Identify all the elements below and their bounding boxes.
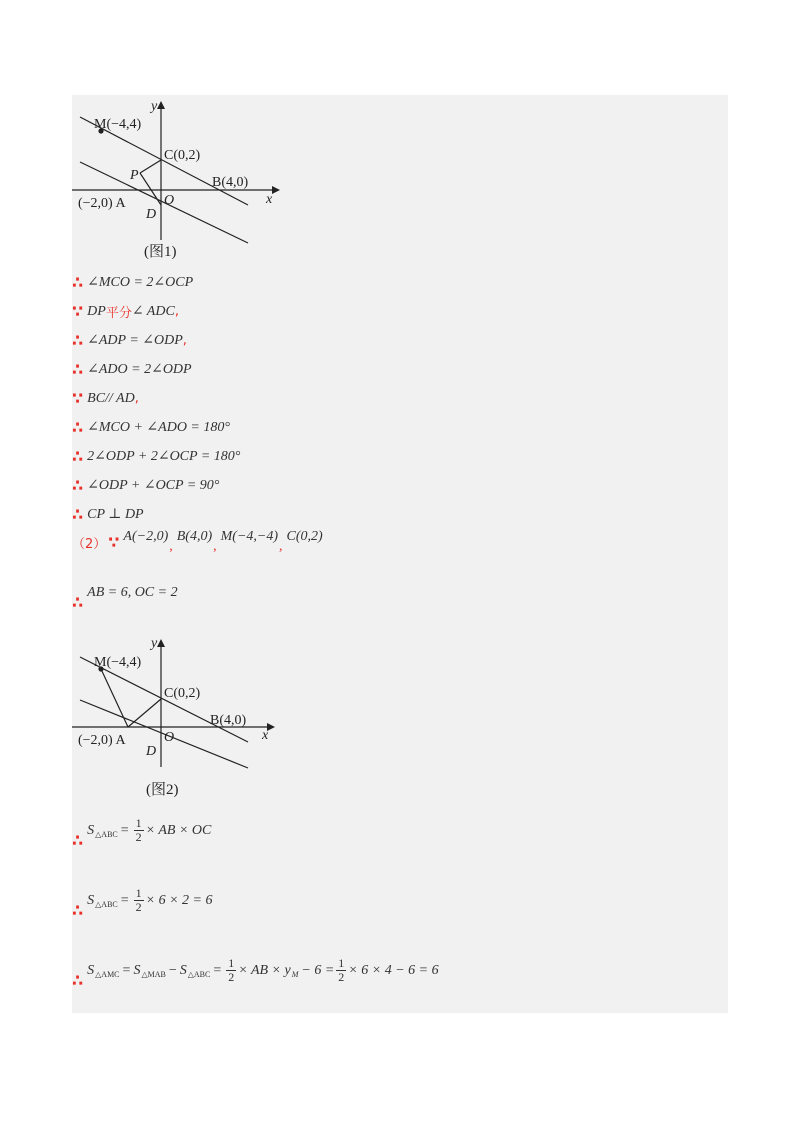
label-x: x	[262, 728, 269, 743]
line-3-text: ∠ADP = ∠ODP	[87, 333, 183, 348]
label-o: O	[164, 730, 175, 745]
line-13-rest: × 6 × 2 = 6	[145, 892, 213, 908]
figure-1-caption: (图1)	[144, 244, 177, 260]
equals: =	[120, 892, 129, 908]
line-11	[72, 583, 178, 612]
line-6	[72, 418, 230, 437]
therefore-symbol: ∴	[72, 593, 84, 612]
figure-1	[72, 95, 292, 245]
y-axis-arrow	[157, 101, 165, 109]
therefore-symbol: ∴	[72, 273, 84, 292]
because-symbol: ∵	[108, 533, 120, 552]
label-y: y	[151, 99, 158, 114]
therefore-symbol: ∴	[72, 505, 84, 524]
fraction-num: 1	[228, 956, 235, 970]
label-b: B(4,0)	[212, 175, 249, 190]
y-subscript: M	[291, 970, 299, 979]
segment-ma	[101, 669, 128, 727]
therefore-symbol: ∴	[72, 418, 84, 437]
fraction-den: 2	[135, 900, 142, 914]
line-13	[72, 886, 213, 920]
segment-cp	[140, 160, 161, 173]
figure-2-caption: (图2)	[146, 782, 179, 798]
fraction-half	[134, 887, 144, 914]
s-subscript-3: △ABC	[187, 970, 211, 979]
line-8-text: ∠ODP + ∠OCP = 90°	[87, 478, 220, 493]
fraction-num: 1	[338, 956, 345, 970]
point-b-text: B(4,0)	[176, 528, 213, 544]
line-5-text: BC// AD	[87, 390, 135, 406]
fraction-num: 1	[135, 886, 142, 900]
s-label-1: S	[87, 962, 95, 978]
line-14-end: × 6 × 4 − 6 = 6	[348, 962, 439, 978]
fraction-den: 2	[135, 830, 142, 844]
line-3	[72, 331, 187, 350]
s-subscript: △ABC	[95, 830, 118, 839]
line-1-text: ∠MCO = 2∠OCP	[87, 275, 194, 290]
s-label: S	[87, 892, 95, 908]
label-a: (−2,0) A	[78, 733, 126, 748]
because-symbol: ∵	[72, 389, 84, 408]
therefore-symbol: ∴	[72, 901, 84, 920]
therefore-symbol: ∴	[72, 476, 84, 495]
line-14-mid2: − 6 =	[301, 962, 335, 978]
label-p: P	[130, 168, 139, 183]
label-d: D	[146, 207, 157, 222]
s-subscript-2: △MAB	[141, 970, 166, 979]
line-9	[72, 505, 144, 524]
therefore-symbol: ∴	[72, 971, 84, 990]
part-2-label: （2）	[72, 537, 107, 552]
label-d: D	[146, 744, 157, 759]
y-axis-arrow	[157, 639, 165, 647]
line-2	[72, 302, 179, 321]
line-3-comma: ,	[182, 333, 187, 348]
point-c-text: C(0,2)	[286, 528, 323, 544]
segment-ac	[128, 699, 161, 727]
line-6-text: ∠MCO + ∠ADO = 180°	[87, 420, 230, 435]
equals-2: =	[213, 962, 222, 978]
line-4-text: ∠ADO = 2∠ODP	[87, 362, 192, 377]
fraction-den: 2	[228, 970, 235, 984]
therefore-symbol: ∴	[72, 447, 84, 466]
because-symbol: ∵	[72, 302, 84, 321]
minus: −	[168, 962, 177, 978]
figure-2-diagram	[72, 635, 292, 770]
fraction-half	[134, 817, 144, 844]
line-9-text: CP ⊥ DP	[87, 507, 144, 522]
line-5-comma: ,	[134, 391, 139, 406]
s-label-2: S	[133, 962, 141, 978]
line-14	[72, 956, 439, 990]
line-7	[72, 447, 240, 466]
figure-1-diagram	[72, 95, 292, 245]
content-panel	[72, 95, 728, 1013]
line-2-bisect-word: 平分	[105, 306, 132, 321]
point-m-text: M(−4,−4)	[220, 528, 279, 544]
therefore-symbol: ∴	[72, 360, 84, 379]
therefore-symbol: ∴	[72, 831, 84, 850]
line-11-text: AB = 6, OC = 2	[87, 584, 178, 600]
line-part2	[72, 528, 323, 554]
x-axis-arrow	[272, 186, 280, 194]
line-1	[72, 273, 193, 292]
s-label: S	[87, 822, 95, 838]
line-2-text-b: ∠ ADC	[131, 304, 175, 319]
line-8	[72, 476, 219, 495]
fraction-num: 1	[135, 816, 142, 830]
line-7-text: 2∠ODP + 2∠OCP = 180°	[87, 449, 241, 464]
equals: =	[120, 822, 129, 838]
sep-1: ,	[169, 538, 173, 554]
s-subscript-1: △AMC	[95, 970, 120, 979]
equals-1: =	[122, 962, 131, 978]
line-14-mid: × AB × y	[238, 962, 291, 978]
fraction-den: 2	[338, 970, 345, 984]
sep-2: ,	[213, 538, 217, 554]
fraction-half-1	[226, 957, 236, 984]
segment-pd	[140, 173, 161, 205]
label-o: O	[164, 193, 175, 208]
label-c: C(0,2)	[164, 686, 201, 701]
line-12-rest: × AB × OC	[145, 822, 212, 838]
label-c: C(0,2)	[164, 148, 201, 163]
label-x: x	[266, 192, 273, 207]
sep-3: ,	[279, 538, 283, 554]
point-a-text: A(−2,0)	[123, 528, 169, 544]
line-4	[72, 360, 192, 379]
line-2-comma: ,	[174, 304, 179, 319]
label-y: y	[151, 636, 158, 651]
s-label-3: S	[179, 962, 187, 978]
figure-2	[72, 635, 292, 770]
label-m: M(−4,4)	[94, 655, 142, 670]
label-b: B(4,0)	[210, 713, 247, 728]
line-2-text-a: DP	[87, 303, 106, 319]
fraction-half-2	[336, 957, 346, 984]
line-5	[72, 389, 139, 408]
label-m: M(−4,4)	[94, 117, 142, 132]
therefore-symbol: ∴	[72, 331, 84, 350]
line-12	[72, 816, 212, 850]
s-subscript: △ABC	[95, 900, 118, 909]
label-a: (−2,0) A	[78, 196, 126, 211]
